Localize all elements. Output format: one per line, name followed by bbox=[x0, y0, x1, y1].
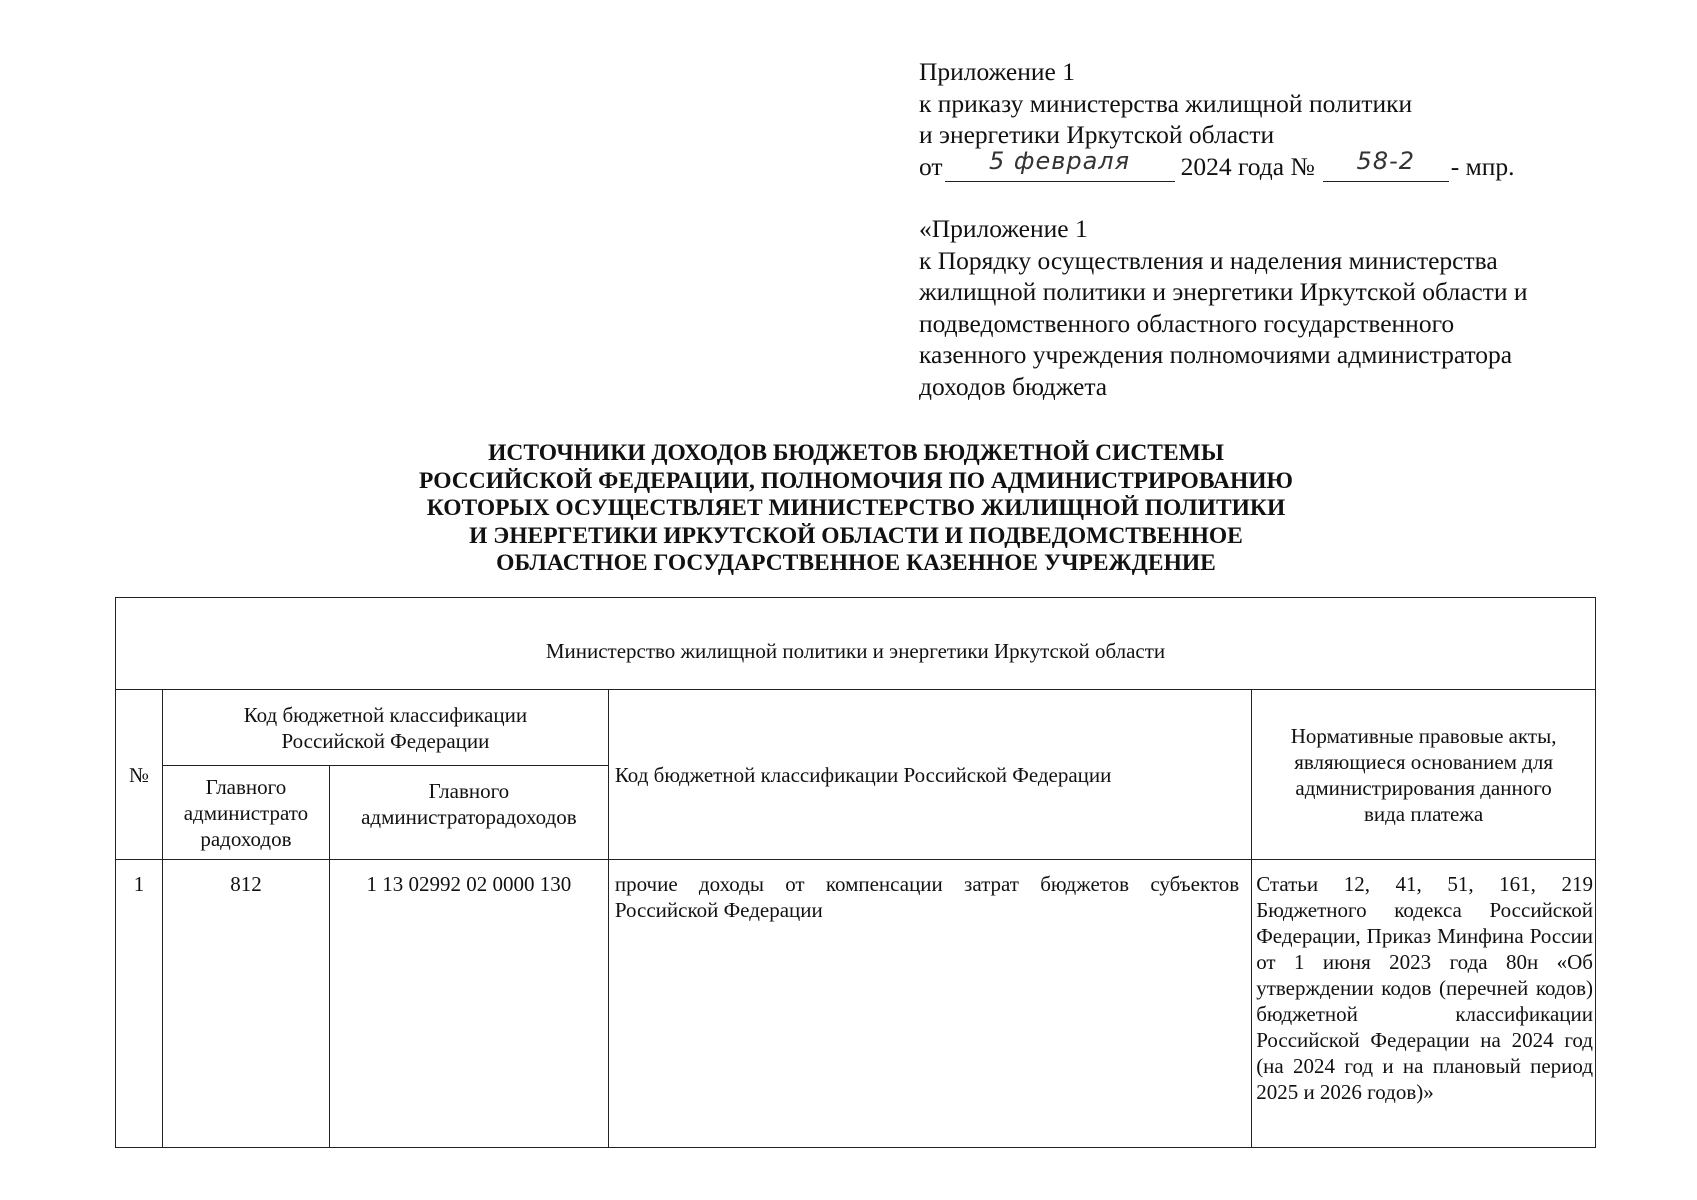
order-appendix-block bbox=[919, 56, 1639, 402]
order-prefix: от bbox=[919, 151, 943, 181]
legal-acts-header: Нормативные правовые акты, являющиеся основанием для администрирования данного вида платежа bbox=[1252, 690, 1596, 860]
inner-appendix-line: казенного учреждения полномочиями администратора bbox=[919, 340, 1513, 369]
appendix-number: Приложение 1 bbox=[919, 57, 1075, 86]
appendix-order-ref-2: и энергетики Иркутской области bbox=[919, 120, 1275, 149]
order-suffix: - мпр. bbox=[1450, 151, 1515, 181]
income-sources-table bbox=[115, 597, 1596, 1148]
row-number: 1 bbox=[116, 860, 163, 1148]
admin-income-header: Главного администраторадоходов bbox=[329, 766, 608, 860]
inner-appendix-line: подведомственного областного государственного bbox=[919, 308, 1455, 338]
bcc-name-header: Код бюджетной классификации Российской Федерации bbox=[608, 690, 1251, 860]
bcc-group-header: Код бюджетной классификации Российской Федерации bbox=[162, 690, 608, 766]
appendix-order-ref: к приказу министерства жилищной политики bbox=[919, 88, 1413, 118]
inner-appendix-line: к Порядку осуществления и наделения министерства bbox=[919, 245, 1498, 275]
table-row bbox=[116, 860, 1596, 1148]
document-title: ИСТОЧНИКИ ДОХОДОВ БЮДЖЕТОВ БЮДЖЕТНОЙ СИСТЕМЫ РОССИЙСКОЙ ФЕДЕРАЦИИ, ПОЛНОМОЧИЯ ПО АДМИНИСТРИРОВАНИЮ КОТОРЫХ ОСУЩЕСТВЛЯЕТ МИНИСТЕРСТВО ЖИЛИЩНОЙ ПОЛИТИКИ И ЭНЕРГЕТИКИ ИРКУТСКОЙ ОБЛАСТИ И ПОДВЕДОМСТВЕННОЕ ОБЛАСТНОЕ ГОСУДАРСТВЕННОЕ КАЗЕННОЕ УЧРЕЖДЕНИЕ bbox=[419, 440, 1293, 576]
order-date-number-line bbox=[919, 146, 1639, 183]
ministry-header: Министерство жилищной политики и энергетики Иркутской области bbox=[116, 598, 1596, 690]
inner-appendix-line: доходов бюджета bbox=[919, 371, 1108, 401]
order-year: 2024 года № bbox=[1180, 151, 1315, 181]
column-number-header: № bbox=[116, 690, 163, 860]
handwritten-number: 58-2 bbox=[1323, 155, 1449, 182]
inner-appendix-line: жилищной политики и энергетики Иркутской области и bbox=[919, 277, 1528, 306]
chief-admin-header: Главного администрато радоходов bbox=[162, 766, 329, 860]
chief-admin-code: 812 bbox=[162, 860, 329, 1148]
inner-appendix-number: «Приложение 1 bbox=[919, 214, 1088, 243]
income-description: прочие доходы от компенсации затрат бюджетов субъектов Российской Федерации bbox=[608, 860, 1251, 1148]
income-code: 1 13 02992 02 0000 130 bbox=[329, 860, 608, 1148]
handwritten-date: 5 февраля bbox=[945, 155, 1175, 182]
legal-basis: Статьи 12, 41, 51, 161, 219 Бюджетного кодекса Российской Федерации, Приказ Минфина России от 1 июня 2023 года 80н «Об утверждении кодов (перечней кодов) бюджетной классификации Российской Федерации на 2024 год (на 2024 год и на плановый период 2025 и 2026 годов)» bbox=[1252, 860, 1596, 1148]
